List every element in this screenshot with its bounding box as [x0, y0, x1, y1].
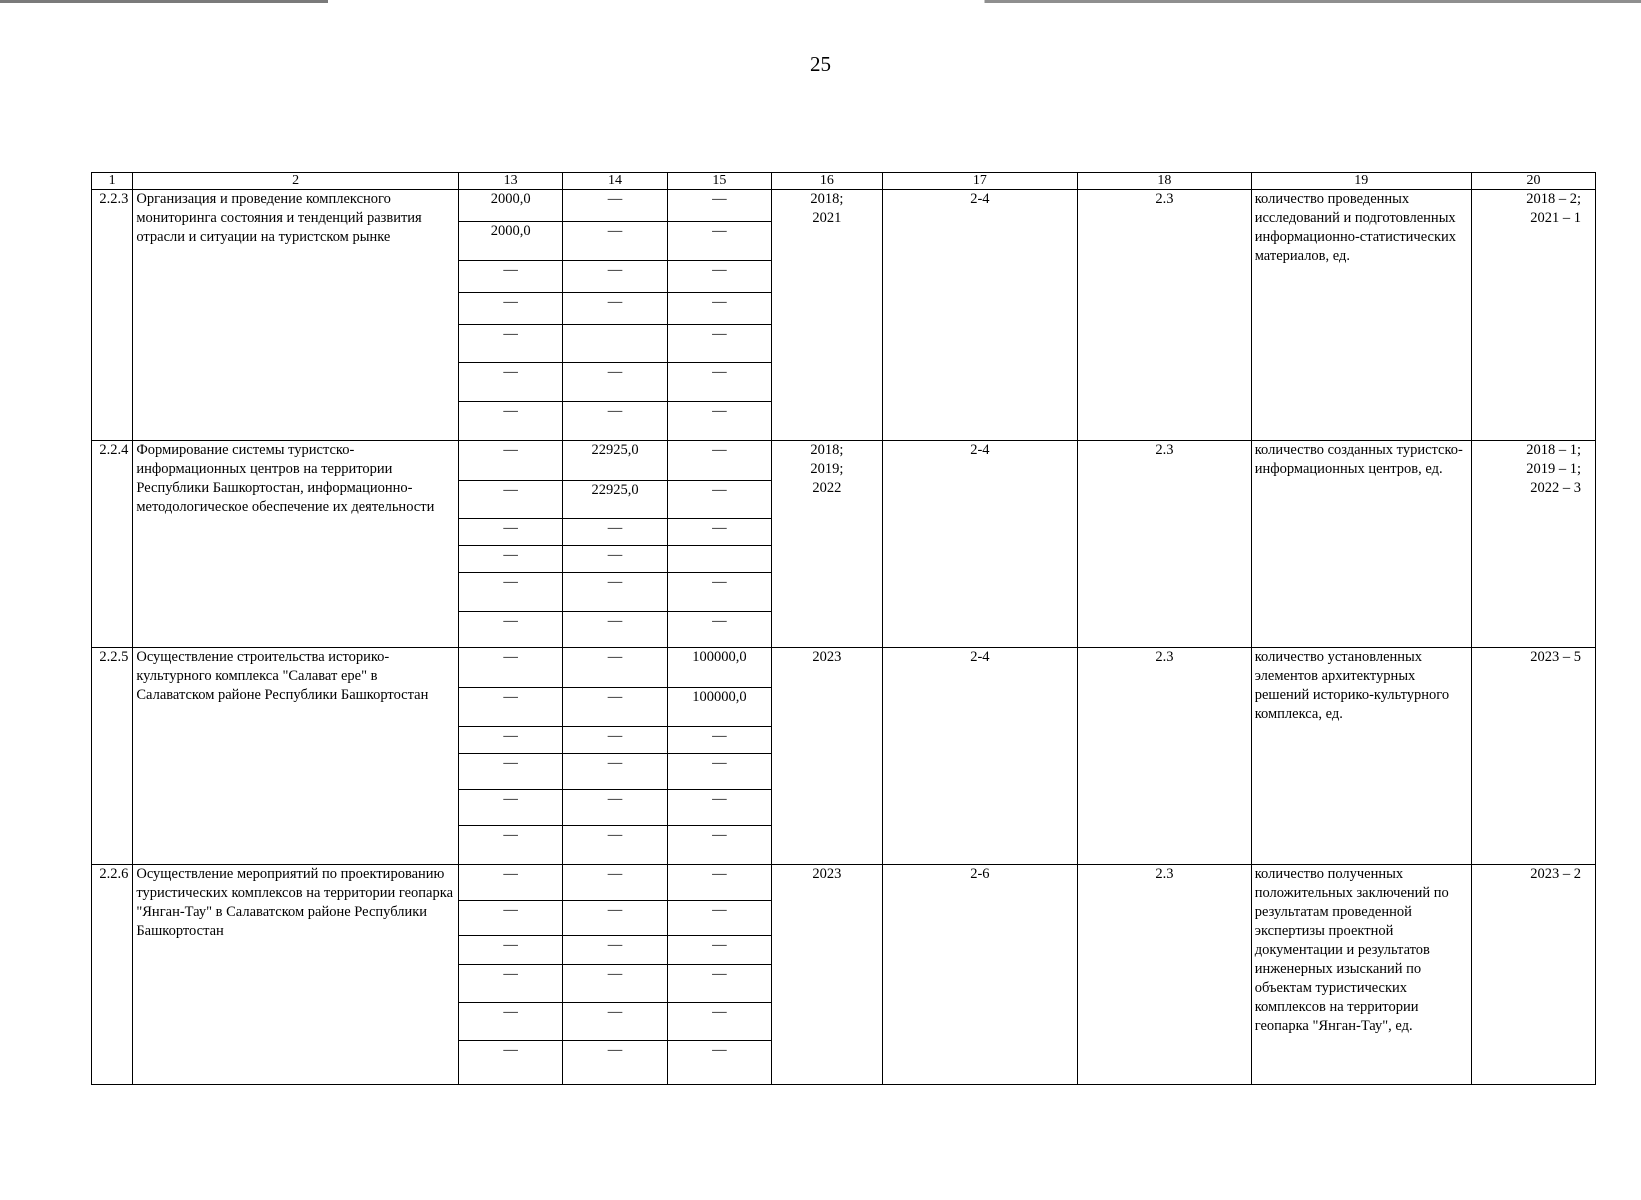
funding-value: —	[503, 1042, 518, 1058]
funding-value: —	[503, 866, 518, 882]
funding-value: —	[712, 613, 727, 629]
table-row	[92, 441, 1596, 481]
target-values: 2023 – 2	[1471, 865, 1595, 1085]
implementation-years: 2023	[772, 865, 883, 1085]
funding-value: —	[607, 689, 623, 705]
funding-cell	[563, 648, 667, 688]
col-header: 17	[882, 173, 1077, 190]
funding-cell	[667, 1003, 771, 1041]
funding-value: —	[607, 191, 623, 207]
funding-cell	[667, 363, 771, 402]
funding-cell	[458, 1003, 562, 1041]
funding-value: —	[503, 728, 518, 744]
funding-value: —	[503, 262, 518, 278]
funding-value: —	[607, 294, 623, 310]
funding-cell	[667, 612, 771, 648]
funding-value: —	[607, 613, 623, 629]
funding-cell	[458, 363, 562, 402]
funding-cell	[458, 901, 562, 936]
funding-cell	[563, 754, 667, 790]
activity-name: Осуществление мероприятий по проектированию туристических комплексов на территории геопарка "Янган-Тау" в Салаватском районе Республики Башкортостан	[133, 865, 459, 1085]
funding-cell	[667, 546, 771, 573]
funding-cell	[458, 573, 562, 612]
funding-value: —	[712, 755, 727, 771]
funding-value: —	[503, 791, 518, 807]
funding-cell	[563, 612, 667, 648]
funding-cell	[563, 261, 667, 293]
table-row	[92, 648, 1596, 688]
funding-cell	[563, 790, 667, 826]
scan-edge	[0, 0, 1641, 3]
funding-value: —	[712, 223, 727, 239]
funding-cell	[563, 293, 667, 325]
funding-value: —	[607, 728, 623, 744]
funding-value: —	[607, 827, 623, 843]
funding-value: —	[607, 520, 623, 536]
funding-value: —	[503, 403, 518, 419]
target-values: 2023 – 5	[1471, 648, 1595, 865]
funding-cell	[667, 790, 771, 826]
target-values: 2018 – 2; 2021 – 1	[1471, 190, 1595, 441]
funding-value: —	[607, 755, 623, 771]
funding-cell	[667, 325, 771, 363]
funding-value: 22925,0	[591, 442, 639, 458]
funding-cell	[563, 481, 667, 519]
funding-cell	[458, 826, 562, 865]
funding-cell	[563, 1003, 667, 1041]
activity-name: Организация и проведение комплексного мониторинга состояния и тенденций развития отрасли и ситуации на туристском рынке	[133, 190, 459, 441]
funding-value: —	[607, 791, 623, 807]
implementation-years: 2023	[772, 648, 883, 865]
funding-value: —	[503, 442, 518, 458]
funding-value: —	[503, 827, 518, 843]
funding-value: —	[503, 547, 518, 563]
funding-cell	[667, 402, 771, 441]
funding-cell	[667, 826, 771, 865]
funding-value: —	[607, 262, 623, 278]
activity-name: Формирование системы туристско-информационных центров на территории Республики Башкортостан, информационно-методологическое обеспечение их деятельности	[133, 441, 459, 648]
funding-value: —	[503, 689, 518, 705]
result-indicator: количество полученных положительных заключений по результатам проведенной экспертизы проектной документации и результатов инженерных изысканий по объектам туристических комплексов на территории геопарка "Янган-Тау", ед.	[1251, 865, 1471, 1085]
table-row	[92, 190, 1596, 222]
funding-cell	[458, 190, 562, 222]
funding-cell	[458, 965, 562, 1003]
task-number: 2.3	[1078, 441, 1252, 648]
activity-name: Осуществление строительства историко-культурного комплекса "Салават ере" в Салаватском районе Республики Башкортостан	[133, 648, 459, 865]
funding-cell	[563, 325, 667, 363]
funding-cell	[458, 688, 562, 727]
funding-value: 2000,0	[490, 223, 531, 239]
column-number-row	[92, 173, 1596, 190]
funding-cell	[667, 754, 771, 790]
funding-cell	[667, 293, 771, 325]
task-number: 2.3	[1078, 190, 1252, 441]
result-indicator: количество проведенных исследований и подготовленных информационно-статистических материалов, ед.	[1251, 190, 1471, 441]
col-header: 20	[1471, 173, 1595, 190]
funding-value: 22925,0	[591, 482, 639, 498]
funding-value: —	[712, 791, 727, 807]
funding-value: —	[712, 966, 727, 982]
funding-value: —	[503, 755, 518, 771]
task-number: 2.3	[1078, 648, 1252, 865]
funding-cell	[563, 441, 667, 481]
funding-value: —	[503, 294, 518, 310]
activity-number: 2.2.4	[92, 441, 133, 648]
result-indicator: количество созданных туристско-информационных центров, ед.	[1251, 441, 1471, 648]
funding-value: —	[607, 649, 623, 665]
funding-cell	[458, 790, 562, 826]
funding-cell	[563, 519, 667, 546]
result-indicator: количество установленных элементов архитектурных решений историко-культурного комплекса, ед.	[1251, 648, 1471, 865]
funding-cell	[667, 261, 771, 293]
funding-value: —	[503, 902, 518, 918]
funding-value: —	[503, 613, 518, 629]
funding-cell	[563, 363, 667, 402]
funding-cell	[563, 901, 667, 936]
funding-value: —	[607, 403, 623, 419]
funding-cell	[458, 441, 562, 481]
funding-value: —	[503, 937, 518, 953]
funding-value: —	[503, 1004, 518, 1020]
funding-cell	[458, 936, 562, 965]
funding-value: —	[607, 574, 623, 590]
activity-number: 2.2.3	[92, 190, 133, 441]
funding-cell	[563, 222, 667, 261]
funding-cell	[667, 190, 771, 222]
funding-value: —	[607, 364, 623, 380]
funding-value: —	[607, 902, 623, 918]
funding-value: —	[712, 294, 727, 310]
funding-value: —	[607, 547, 623, 563]
funding-value: —	[607, 966, 623, 982]
col-header: 2	[133, 173, 459, 190]
funding-cell	[667, 648, 771, 688]
page-number: 25	[810, 52, 831, 76]
funding-cell	[667, 688, 771, 727]
col-header: 15	[667, 173, 771, 190]
indicator-numbers: 2-4	[882, 441, 1077, 648]
table-body	[92, 173, 1596, 1085]
col-header: 13	[458, 173, 562, 190]
funding-cell	[458, 612, 562, 648]
funding-cell	[667, 936, 771, 965]
implementation-years: 2018; 2019; 2022	[772, 441, 883, 648]
funding-cell	[563, 965, 667, 1003]
funding-value: 100000,0	[692, 649, 747, 665]
funding-value: —	[607, 1042, 623, 1058]
funding-cell	[458, 222, 562, 261]
funding-value: —	[712, 866, 727, 882]
funding-cell	[458, 1041, 562, 1085]
funding-value: —	[607, 937, 623, 953]
funding-cell	[458, 727, 562, 754]
funding-cell	[563, 727, 667, 754]
funding-value: 2000,0	[490, 191, 531, 207]
funding-value: —	[503, 364, 518, 380]
funding-cell	[458, 402, 562, 441]
funding-cell	[563, 402, 667, 441]
funding-value: —	[712, 728, 727, 744]
funding-value: —	[607, 1004, 623, 1020]
funding-value: —	[503, 574, 518, 590]
funding-value: —	[712, 262, 727, 278]
funding-cell	[667, 519, 771, 546]
funding-value: —	[712, 403, 727, 419]
task-number: 2.3	[1078, 865, 1252, 1085]
funding-value: —	[607, 866, 623, 882]
funding-cell	[458, 865, 562, 901]
col-header: 1	[92, 173, 133, 190]
funding-cell	[667, 481, 771, 519]
funding-cell	[563, 688, 667, 727]
funding-value: —	[712, 520, 727, 536]
funding-cell	[667, 1041, 771, 1085]
funding-value: —	[503, 520, 518, 536]
funding-cell	[563, 546, 667, 573]
funding-value: —	[712, 442, 727, 458]
funding-cell	[458, 261, 562, 293]
funding-cell	[563, 190, 667, 222]
funding-cell	[667, 965, 771, 1003]
activity-number: 2.2.6	[92, 865, 133, 1085]
funding-value: —	[503, 649, 518, 665]
funding-cell	[458, 293, 562, 325]
funding-cell	[563, 573, 667, 612]
program-table	[91, 172, 1596, 1085]
funding-value: —	[712, 574, 727, 590]
funding-cell	[667, 901, 771, 936]
funding-cell	[458, 519, 562, 546]
col-header: 16	[772, 173, 883, 190]
indicator-numbers: 2-4	[882, 190, 1077, 441]
activity-number: 2.2.5	[92, 648, 133, 865]
target-values: 2018 – 1; 2019 – 1; 2022 – 3	[1471, 441, 1595, 648]
funding-value: —	[712, 364, 727, 380]
funding-cell	[458, 481, 562, 519]
funding-value: —	[503, 326, 518, 342]
funding-cell	[667, 441, 771, 481]
funding-cell	[563, 936, 667, 965]
indicator-numbers: 2-6	[882, 865, 1077, 1085]
funding-value: —	[712, 326, 727, 342]
funding-value: —	[607, 223, 623, 239]
funding-cell	[458, 648, 562, 688]
funding-cell	[667, 727, 771, 754]
funding-cell	[667, 573, 771, 612]
funding-value: —	[503, 966, 518, 982]
col-header: 18	[1078, 173, 1252, 190]
funding-cell	[667, 865, 771, 901]
funding-cell	[667, 222, 771, 261]
table-row	[92, 865, 1596, 901]
col-header: 19	[1251, 173, 1471, 190]
col-header: 14	[563, 173, 667, 190]
funding-value: —	[712, 1004, 727, 1020]
funding-cell	[563, 1041, 667, 1085]
funding-value: —	[503, 482, 518, 498]
funding-value: —	[712, 902, 727, 918]
funding-value: —	[712, 937, 727, 953]
funding-value: —	[712, 191, 727, 207]
funding-cell	[458, 546, 562, 573]
funding-value: 100000,0	[692, 689, 747, 705]
funding-cell	[563, 826, 667, 865]
funding-cell	[458, 325, 562, 363]
funding-value: —	[712, 1042, 727, 1058]
funding-cell	[563, 865, 667, 901]
funding-value: —	[712, 482, 727, 498]
funding-value: —	[712, 827, 727, 843]
funding-cell	[458, 754, 562, 790]
indicator-numbers: 2-4	[882, 648, 1077, 865]
implementation-years: 2018; 2021	[772, 190, 883, 441]
